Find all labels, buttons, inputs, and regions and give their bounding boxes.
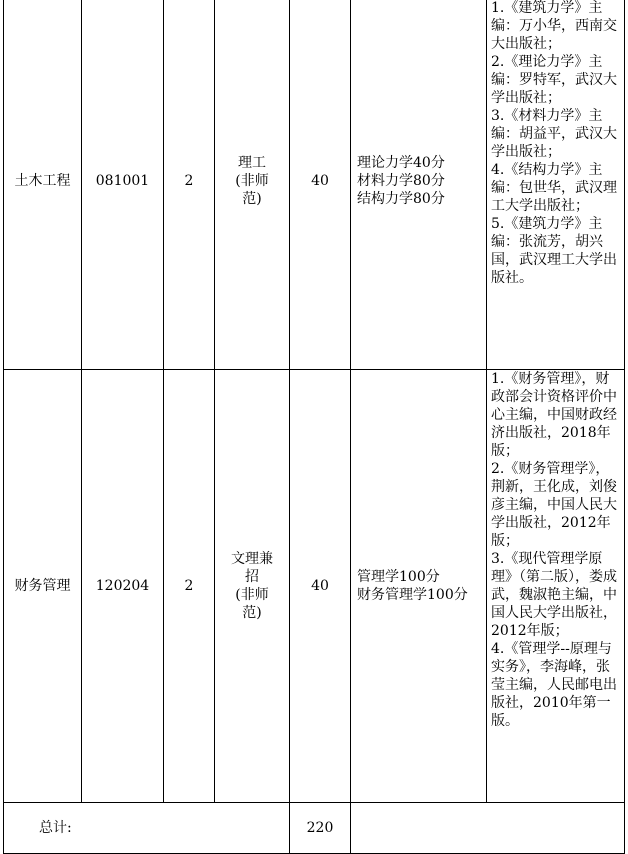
subjects-cell <box>351 370 487 803</box>
book-item: 4.《管理学--原理与实务》，李海峰，张莹主编，人民邮电出版社，2010年第一版。 <box>491 641 617 729</box>
quota-value: 40 <box>311 578 329 594</box>
category-cell <box>215 0 290 370</box>
admission-table <box>3 0 625 854</box>
book-item: 3.《材料力学》主编：胡益平，武汉大学出版社； <box>491 108 617 160</box>
book-item: 3.《现代管理学原理》（第二版），娄成武，魏淑艳主编，中国人民大学出版社，2012年版； <box>491 551 617 639</box>
book-item: 2.《财务管理学》，荆新，王化成，刘俊彦主编，中国人民大学出版社，2012年版； <box>491 461 617 549</box>
books-cell <box>487 370 625 803</box>
code-cell <box>82 0 164 370</box>
book-item: 4.《结构力学》主编：包世华，武汉理工大学出版社； <box>491 162 617 214</box>
total-value-cell <box>290 803 351 854</box>
book-item: 1.《财务管理》，财政部会计资格评价中心主编，中国财政经济出版社，2018年版； <box>491 371 617 459</box>
total-label-cell <box>4 803 290 854</box>
total-label: 总计: <box>39 820 72 836</box>
subject-item: 材料力学80分 <box>357 173 445 189</box>
count-cell <box>164 0 215 370</box>
category-cell <box>215 370 290 803</box>
subject-item: 管理学100分 <box>357 569 440 585</box>
subject-item: 理论力学40分 <box>357 155 445 171</box>
subject-item: 结构力学80分 <box>357 191 445 207</box>
table-row <box>4 0 625 370</box>
total-empty-cell <box>351 803 625 854</box>
books-cell <box>487 0 625 370</box>
quota-cell <box>290 0 351 370</box>
count-value: 2 <box>184 173 194 189</box>
major-cell <box>4 370 82 803</box>
total-value: 220 <box>306 820 334 836</box>
quota-cell <box>290 370 351 803</box>
category-text: 文理兼 招 (非师 范) <box>231 551 273 621</box>
book-item: 2.《理论力学》主编：罗特军，武汉大学出版社； <box>491 54 617 106</box>
subjects-cell <box>351 0 487 370</box>
major-name: 财务管理 <box>14 578 71 594</box>
major-code: 081001 <box>95 173 150 189</box>
major-name: 土木工程 <box>14 173 71 189</box>
count-value: 2 <box>184 578 194 594</box>
quota-value: 40 <box>311 173 329 189</box>
subject-item: 财务管理学100分 <box>357 587 468 603</box>
book-item: 1.《建筑力学》主编：万小华，西南交大出版社； <box>491 0 617 52</box>
code-cell <box>82 370 164 803</box>
total-row <box>4 803 625 854</box>
major-code: 120204 <box>95 578 150 594</box>
category-text: 理工 (非师 范) <box>235 155 269 207</box>
count-cell <box>164 370 215 803</box>
book-item: 5.《建筑力学》主编：张流芳，胡兴国，武汉理工大学出版社。 <box>491 216 617 286</box>
major-cell <box>4 0 82 370</box>
table-row <box>4 370 625 803</box>
